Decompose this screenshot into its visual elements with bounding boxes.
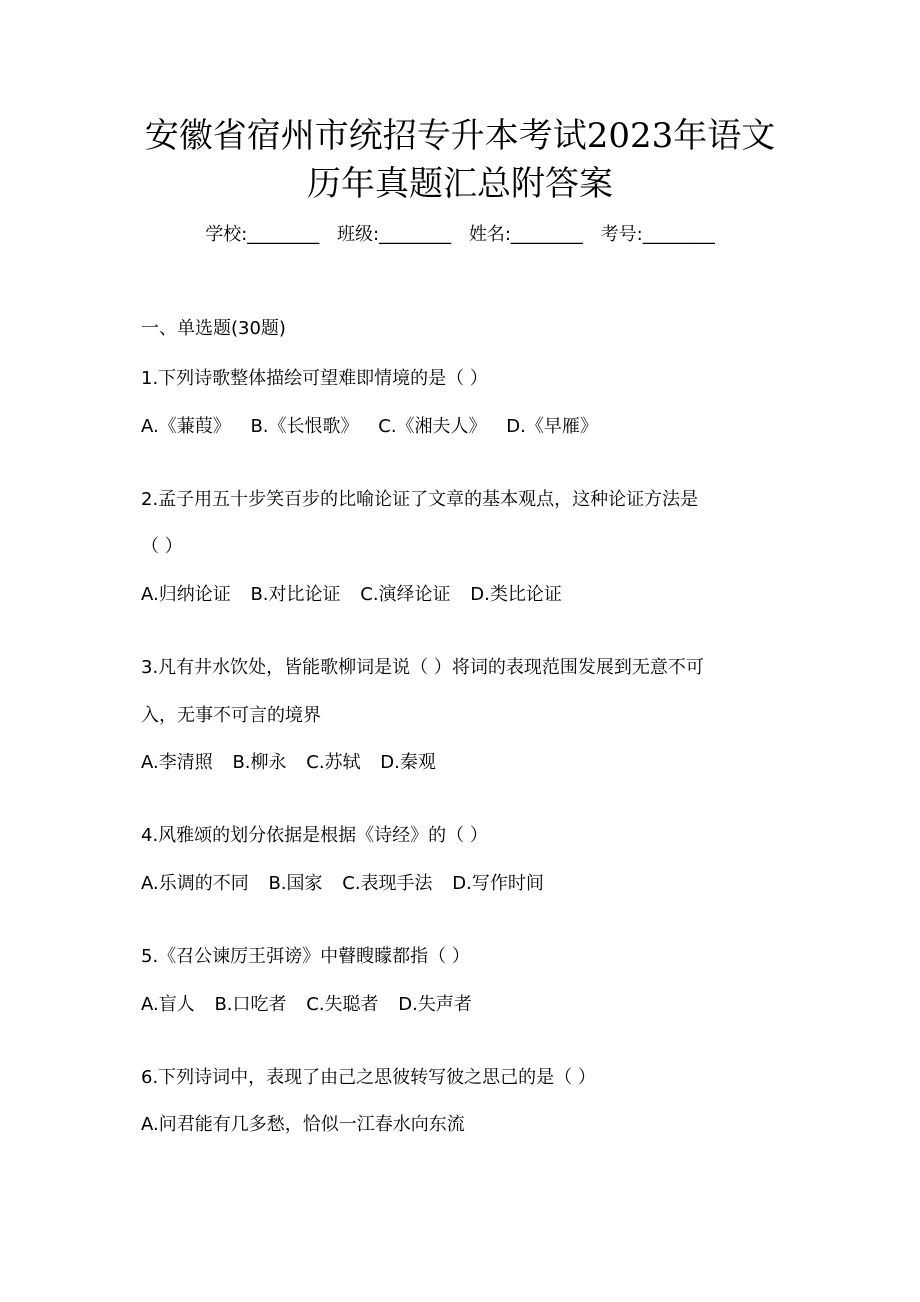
option-a: A.问君能有几多愁，恰似一江春水向东流: [141, 1114, 465, 1135]
option-d: D.失声者: [398, 994, 472, 1015]
option-b: B.对比论证: [250, 584, 341, 605]
question-3-stem-line-2: 入，无事不可言的境界: [141, 705, 321, 726]
option-c: C.表现手法: [342, 873, 433, 894]
option-c: C.《湘夫人》: [378, 416, 487, 437]
option-a: A.归纳论证: [141, 584, 231, 605]
school-field: 学校:________: [205, 224, 320, 245]
option-a: A.盲人: [141, 994, 195, 1015]
name-field: 姓名:________: [468, 224, 583, 245]
class-field: 班级:________: [337, 224, 452, 245]
question-3-stem-line-1: 3.凡有井水饮处，皆能歌柳词是说（ ）将词的表现范围发展到无意不可: [141, 657, 704, 678]
option-c: C.失聪者: [306, 994, 379, 1015]
option-d: D.类比论证: [470, 584, 562, 605]
question-2-stem-line-1: 2.孟子用五十步笑百步的比喻论证了文章的基本观点，这种论证方法是: [141, 489, 699, 510]
option-b: B.柳永: [232, 752, 287, 773]
question-5-stem: 5.《召公谏厉王弭谤》中瞽瞍矇都指（ ）: [141, 946, 470, 967]
question-3-options: [141, 750, 450, 776]
question-1-options: [141, 414, 612, 440]
option-a: A.李清照: [141, 752, 213, 773]
option-b: B.口吃者: [214, 994, 287, 1015]
document-title-line-2: 历年真题汇总附答案: [307, 164, 613, 204]
question-5-options: [141, 992, 486, 1018]
question-2-options: [141, 582, 576, 608]
option-a: A.乐调的不同: [141, 873, 249, 894]
option-c: C.演绎论证: [360, 584, 451, 605]
question-6-options: [141, 1112, 479, 1138]
option-c: C.苏轼: [306, 752, 361, 773]
exam-number-field: 考号:________: [600, 224, 715, 245]
question-6-stem: 6.下列诗词中，表现了由己之思彼转写彼之思己的是（ ）: [141, 1067, 596, 1088]
question-1-stem: 1.下列诗歌整体描绘可望难即情境的是（ ）: [141, 368, 488, 389]
option-d: D.写作时间: [452, 873, 544, 894]
student-info-fields: [0, 222, 920, 248]
section-heading: 一、单选题(30题): [141, 318, 286, 339]
option-d: D.秦观: [380, 752, 436, 773]
option-b: B.国家: [268, 873, 323, 894]
document-title-line-1: 安徽省宿州市统招专升本考试2023年语文: [144, 116, 776, 156]
option-a: A.《蒹葭》: [141, 416, 231, 437]
option-d: D.《早雁》: [506, 416, 598, 437]
question-2-stem-line-2: （ ）: [141, 536, 183, 557]
option-b: B.《长恨歌》: [250, 416, 359, 437]
question-4-options: [141, 871, 558, 897]
question-4-stem: 4.风雅颂的划分依据是根据《诗经》的（ ）: [141, 825, 488, 846]
